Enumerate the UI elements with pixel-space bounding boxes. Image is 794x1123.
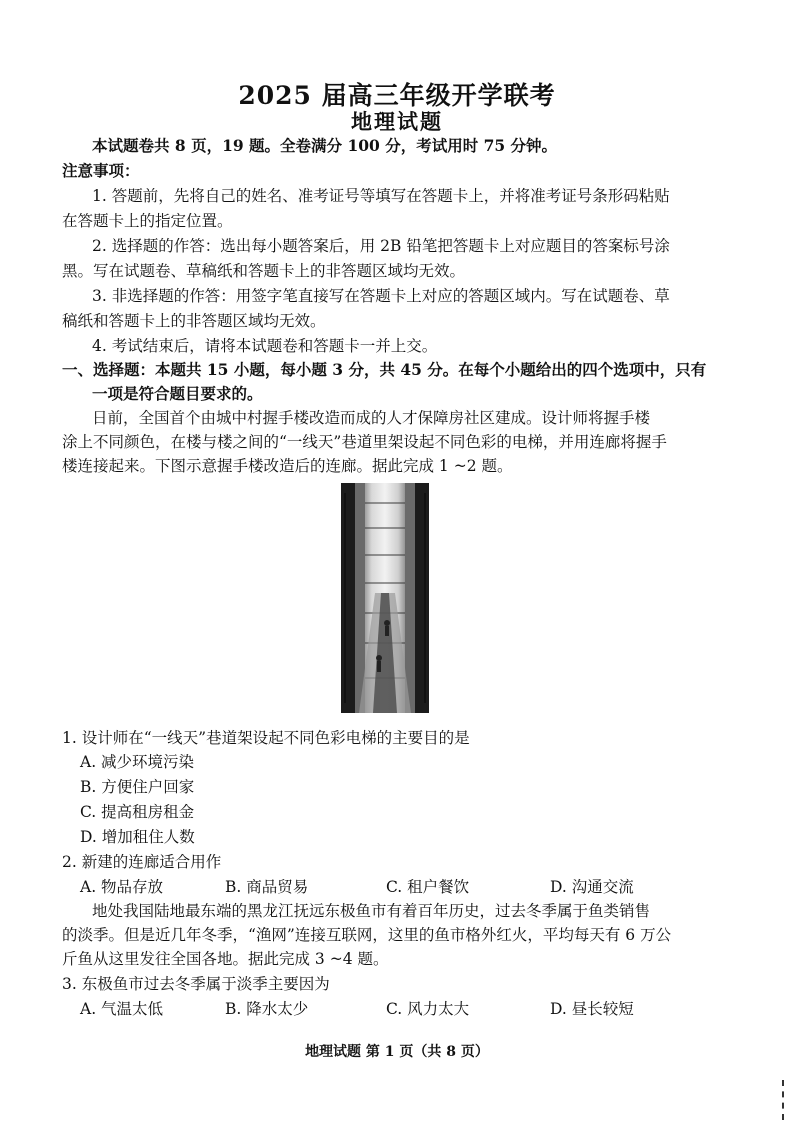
note-line: 稿纸和答题卡上的非答题区域均无效。 <box>62 312 326 330</box>
passage-line: 地处我国陆地最东端的黑龙江抚远东极鱼市有着百年历史，过去冬季属于鱼类销售 <box>92 902 651 920</box>
question-3-option-b[interactable]: B. 降水太少 <box>225 1000 309 1018</box>
passage-line: 日前，全国首个由城中村握手楼改造而成的人才保障房社区建成。设计师将握手楼 <box>92 409 651 427</box>
question-2-option-d[interactable]: D. 沟通交流 <box>550 878 634 896</box>
note-line: 在答题卡上的指定位置。 <box>62 212 233 230</box>
corridor-illustration <box>341 483 429 713</box>
note-line: 4. 考试结束后，请将本试题卷和答题卡一并上交。 <box>92 337 438 355</box>
exam-title: 2025 届高三年级开学联考 <box>238 81 556 110</box>
note-line: 2. 选择题的作答：选出每小题答案后，用 2B 铅笔把答题卡上对应题目的答案标号涂 <box>92 237 670 255</box>
question-3-option-c[interactable]: C. 风力太大 <box>386 1000 470 1018</box>
question-3-option-a[interactable]: A. 气温太低 <box>80 1000 164 1018</box>
question-2-stem: 2. 新建的连廊适合用作 <box>62 853 222 871</box>
cut-line <box>782 1080 784 1120</box>
passage-line: 楼连接起来。下图示意握手楼改造后的连廊。据此完成 1 ~2 题。 <box>62 457 513 475</box>
question-1-option-b[interactable]: B. 方便住户回家 <box>80 778 195 796</box>
passage-line: 斤鱼从这里发往全国各地。据此完成 3 ~4 题。 <box>62 950 389 968</box>
section-heading: 一、选择题：本题共 15 小题，每小题 3 分，共 45 分。在每个小题给出的四个选项中，只有 <box>62 360 707 379</box>
question-1-option-c[interactable]: C. 提高租房租金 <box>80 803 195 821</box>
note-line: 黑。写在试题卷、草稿纸和答题卡上的非答题区域均无效。 <box>62 262 466 280</box>
passage-line: 的淡季。但是近几年冬季，“渔网”连接互联网，这里的鱼市格外红火，平均每天有 6 万公 <box>62 926 672 944</box>
question-2-option-b[interactable]: B. 商品贸易 <box>225 878 309 896</box>
exam-intro: 本试题卷共 8 页，19 题。全卷满分 100 分，考试用时 75 分钟。 <box>92 136 558 155</box>
question-1-stem: 1. 设计师在“一线天”巷道架设起不同色彩电梯的主要目的是 <box>62 729 470 747</box>
question-3-option-d[interactable]: D. 昼长较短 <box>550 1000 634 1018</box>
note-line: 3. 非选择题的作答：用签字笔直接写在答题卡上对应的答题区域内。写在试题卷、草 <box>92 287 670 305</box>
page-footer: 地理试题 第 1 页（共 8 页） <box>305 1044 489 1060</box>
question-1-option-a[interactable]: A. 减少环境污染 <box>80 753 195 771</box>
question-3-stem: 3. 东极鱼市过去冬季属于淡季主要因为 <box>62 975 330 993</box>
note-line: 1. 答题前，先将自己的姓名、准考证号等填写在答题卡上，并将准考证号条形码粘贴 <box>92 187 670 205</box>
question-2-option-a[interactable]: A. 物品存放 <box>80 878 164 896</box>
notes-heading: 注意事项： <box>62 161 140 180</box>
question-2-option-c[interactable]: C. 租户餐饮 <box>386 878 470 896</box>
exam-subject: 地理试题 <box>351 109 443 134</box>
section-heading-cont: 一项是符合题目要求的。 <box>92 384 263 403</box>
corridor-photo <box>341 483 429 713</box>
passage-line: 涂上不同颜色，在楼与楼之间的“一线天”巷道里架设起不同色彩的电梯，并用连廊将握手 <box>62 433 667 451</box>
question-1-option-d[interactable]: D. 增加租住人数 <box>80 828 195 846</box>
